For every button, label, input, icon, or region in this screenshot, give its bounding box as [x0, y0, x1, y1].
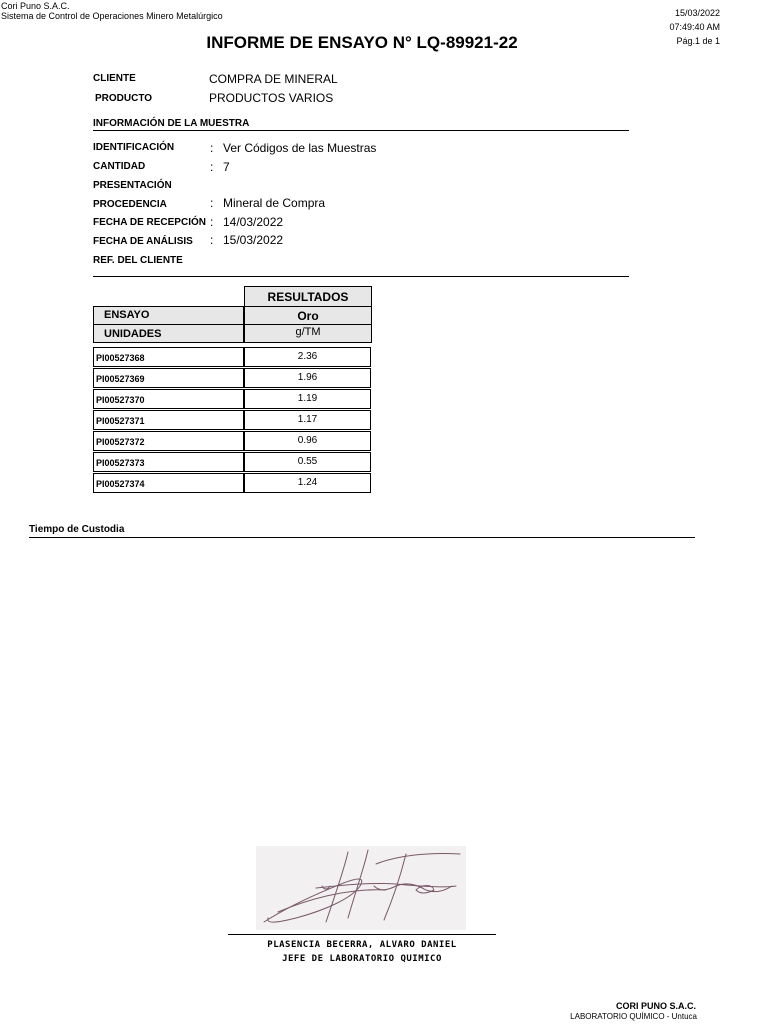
custody-label: Tiempo de Custodia: [29, 524, 125, 535]
results-heading: RESULTADOS: [244, 286, 372, 307]
product-value: PRODUCTOS VARIOS: [209, 91, 334, 105]
field-label-quantity: CANTIDAD: [93, 161, 146, 172]
client-value: COMPRA DE MINERAL: [209, 72, 338, 86]
field-label-reception-date: FECHA DE RECEPCIÓN: [93, 217, 206, 228]
client-label: CLIENTE: [93, 73, 136, 84]
sample-code: PI00527368: [93, 347, 244, 367]
field-label-origin: PROCEDENCIA: [93, 199, 167, 210]
field-label-presentation: PRESENTACIÓN: [93, 180, 172, 191]
field-colon: :: [210, 141, 214, 155]
units-value: g/TM: [244, 324, 372, 343]
assay-label: ENSAYO: [93, 306, 244, 325]
signature-line: [228, 934, 496, 935]
signatory-role: JEFE DE LABORATORIO QUIMICO: [282, 954, 442, 964]
footer-company: CORI PUNO S.A.C.: [615, 1001, 696, 1011]
handwritten-signature: [256, 846, 466, 930]
sample-value: 1.17: [244, 410, 371, 430]
sample-code: PI00527370: [93, 389, 244, 409]
report-date: 15/03/2022: [674, 8, 720, 18]
field-label-analysis-date: FECHA DE ANÁLISIS: [93, 236, 193, 247]
field-value-quantity: 7: [223, 160, 230, 174]
page-number: Pág.1 de 1: [676, 36, 720, 46]
field-label-client-ref: REF. DEL CLIENTE: [93, 255, 183, 266]
sample-code: PI00527374: [93, 473, 244, 493]
sample-value: 1.96: [244, 368, 371, 388]
field-colon: :: [210, 215, 214, 229]
system-name: Sistema de Control de Operaciones Minero Metalúrgico: [1, 11, 223, 21]
sample-code: PI00527372: [93, 431, 244, 451]
units-label: UNIDADES: [93, 324, 244, 343]
sample-code: PI00527369: [93, 368, 244, 388]
field-value-origin: Mineral de Compra: [223, 196, 326, 210]
field-label-identification: IDENTIFICACIÓN: [93, 142, 175, 153]
report-title: INFORME DE ENSAYO N° LQ-89921-22: [206, 33, 518, 52]
field-value-reception-date: 14/03/2022: [223, 215, 284, 229]
company-name: Cori Puno S.A.C.: [1, 1, 70, 11]
field-colon: :: [210, 196, 214, 210]
sample-code: PI00527373: [93, 452, 244, 472]
sample-value: 2.36: [244, 347, 371, 367]
section-divider: [93, 276, 629, 277]
sample-section-title: INFORMACIÓN DE LA MUESTRA: [93, 118, 629, 131]
product-label: PRODUCTO: [95, 93, 153, 104]
field-value-analysis-date: 15/03/2022: [223, 233, 284, 247]
field-colon: :: [210, 160, 214, 174]
sample-value: 0.55: [244, 452, 371, 472]
sample-value: 0.96: [244, 431, 371, 451]
sample-code: PI00527371: [93, 410, 244, 430]
field-value-identification: Ver Códigos de las Muestras: [223, 141, 377, 155]
custody-divider: [29, 537, 695, 538]
sample-value: 1.24: [244, 473, 371, 493]
assay-value: Oro: [244, 306, 372, 325]
footer-lab: LABORATORIO QUÍMICO - Untuca: [570, 1012, 697, 1021]
signatory-name: PLASENCIA BECERRA, ALVARO DANIEL: [267, 940, 457, 950]
sample-value: 1.19: [244, 389, 371, 409]
signature-image: [256, 846, 466, 930]
field-colon: :: [210, 233, 214, 247]
header-left: [1, 1, 223, 21]
report-time: 07:49:40 AM: [669, 22, 720, 32]
